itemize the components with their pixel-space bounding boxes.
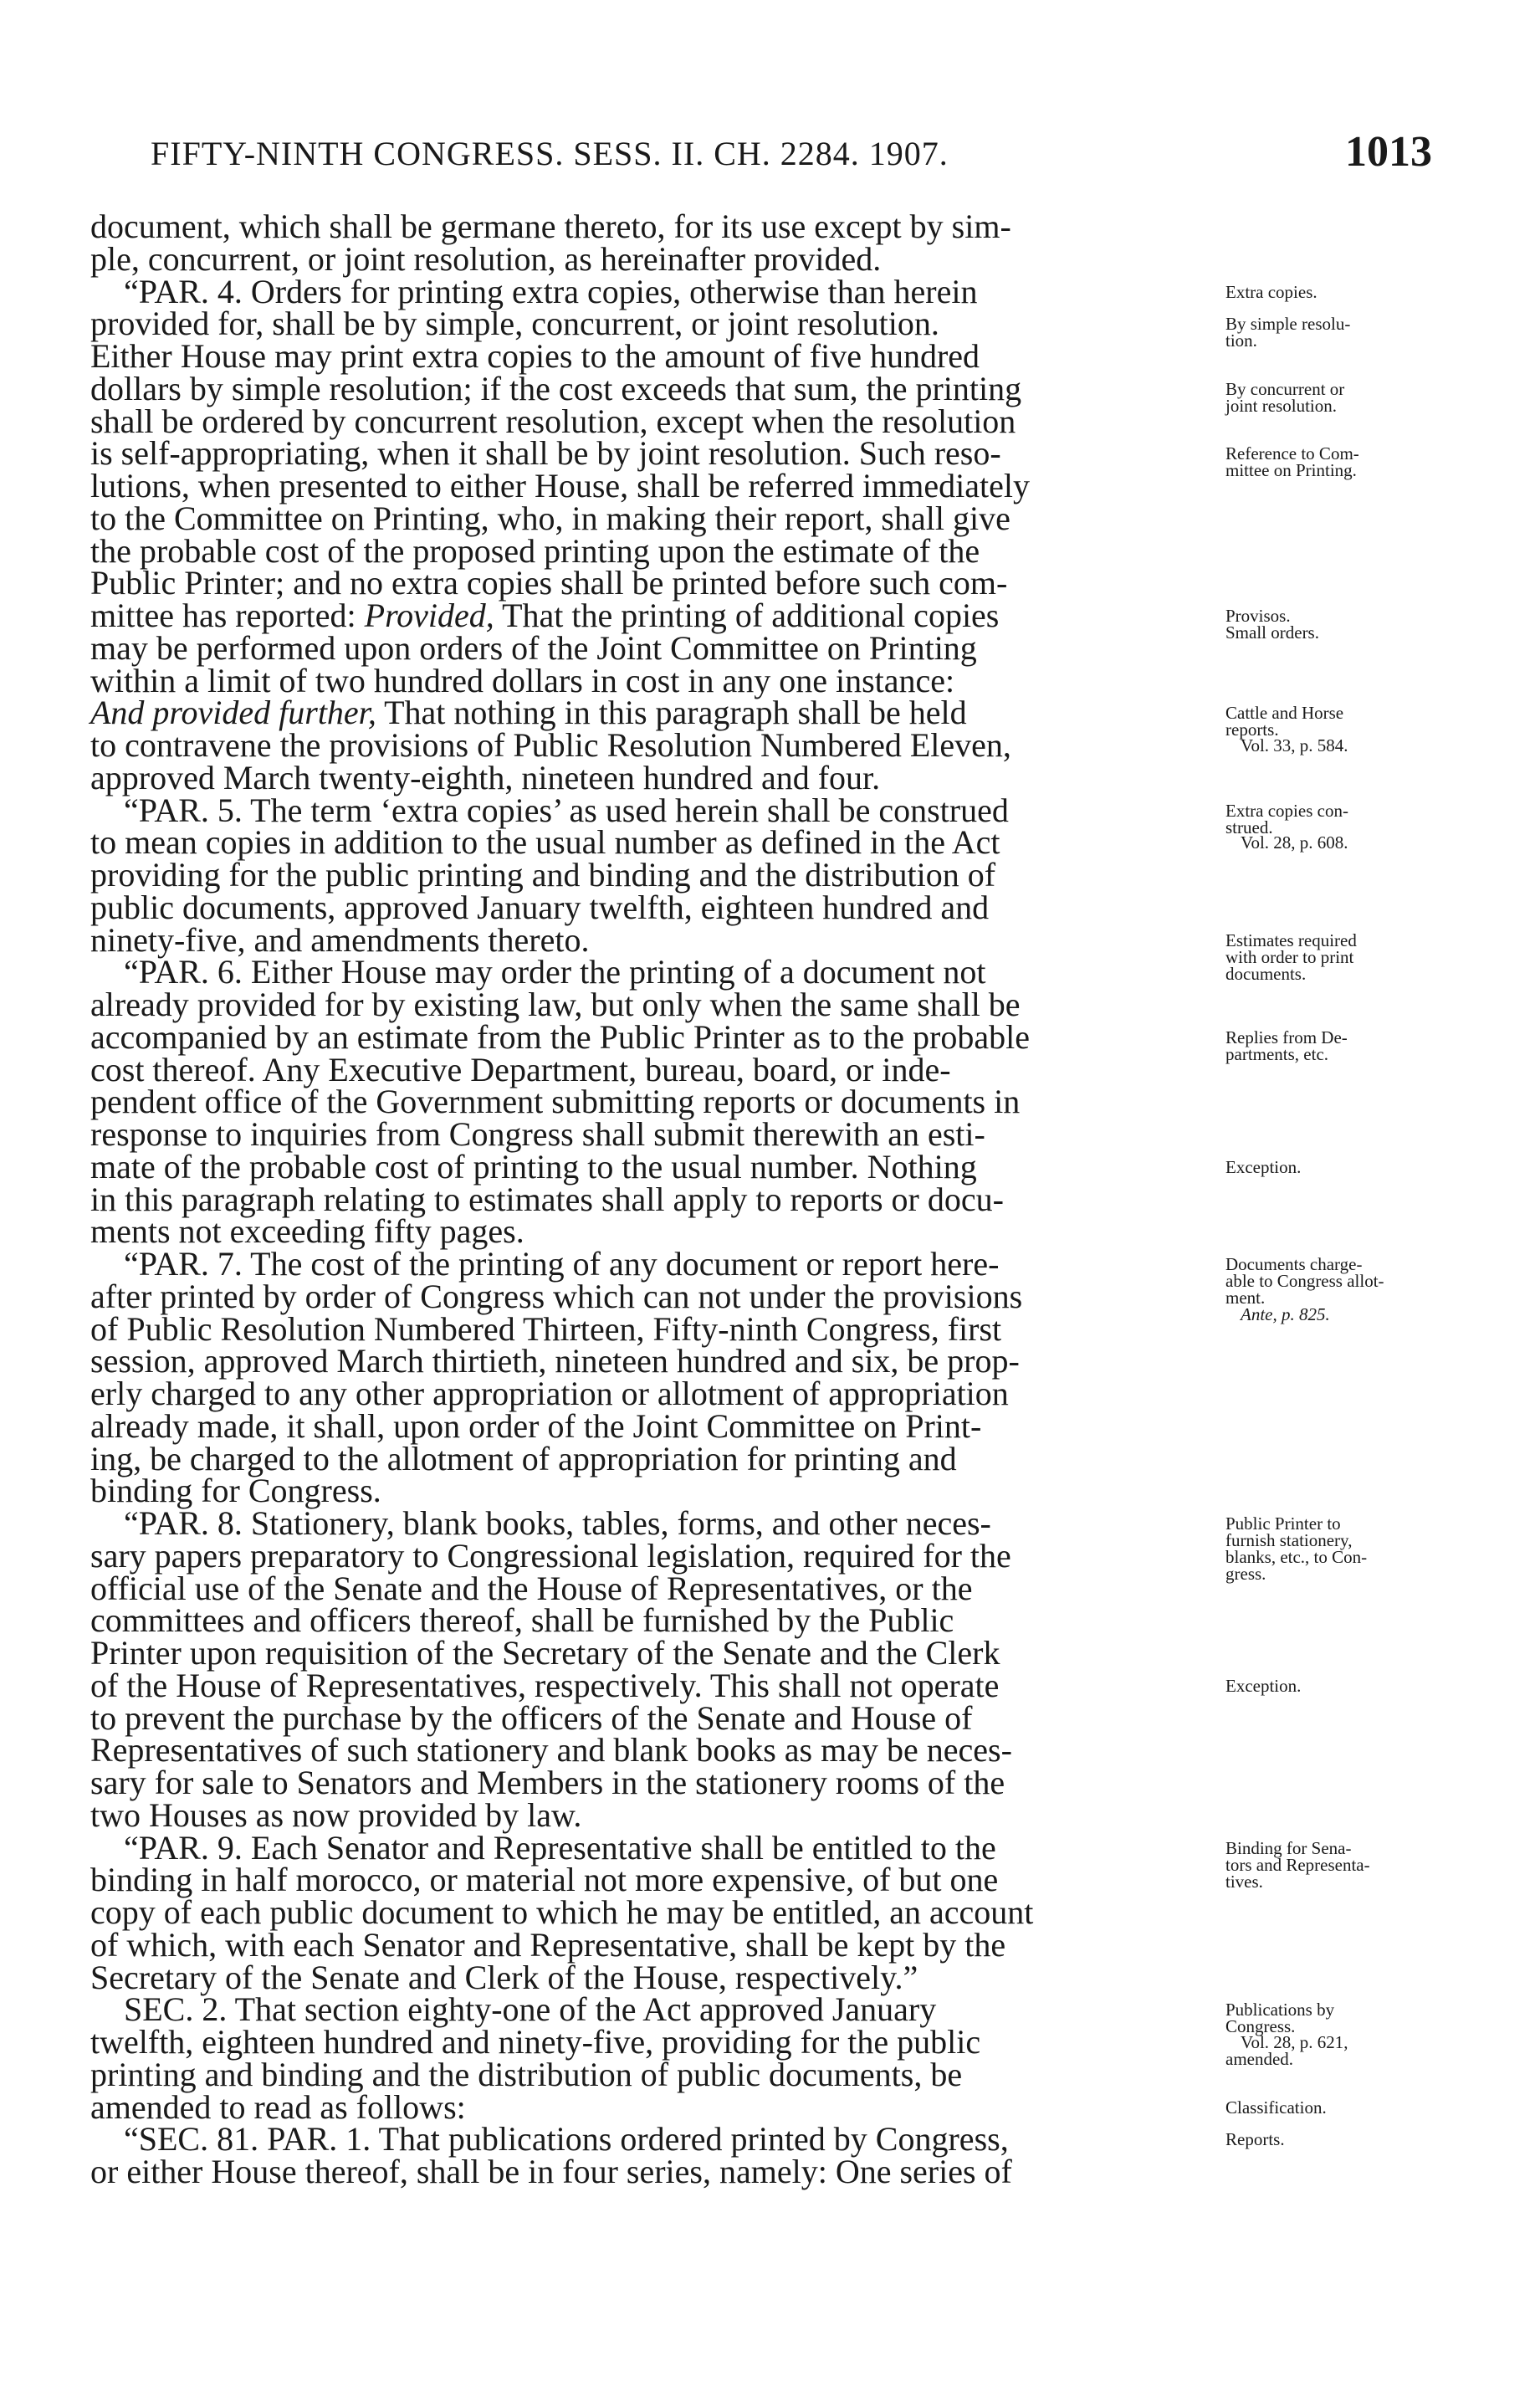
text-line: two Houses as now provided by law. (90, 1795, 582, 1834)
margin-note: Vol. 28, p. 621, (1241, 2032, 1348, 2052)
text-line: to prevent the purchase by the officers of the Senate and House of (90, 1698, 973, 1737)
text-line: lutions, when presented to either House, shall be referred immediately (90, 467, 1030, 504)
margin-note: tion. (1225, 330, 1257, 351)
text-line: copy of each public document to which he may be entitled, an account (90, 1893, 1034, 1931)
margin-note: Extra copies con- (1225, 800, 1348, 821)
margin-note: Vol. 33, p. 584. (1241, 735, 1348, 755)
page-header (0, 128, 1540, 184)
text-line: or either House thereof, shall be in four series, namely: One series of (90, 2153, 1012, 2190)
margin-note: reports. (1225, 720, 1279, 740)
margin-note: documents. (1225, 963, 1307, 984)
margin-note: tives. (1225, 1871, 1263, 1892)
text-line: mate of the probable cost of printing to the usual number. Nothing (90, 1147, 977, 1186)
text-line: official use of the Senate and the House of Representatives, or the (90, 1569, 973, 1607)
text-line: session, approved March thirtieth, nineteen hundred and six, be prop- (90, 1342, 1020, 1380)
text-line: Either House may print extra copies to the amount of five hundred (90, 337, 980, 375)
margin-note: Estimates required (1225, 930, 1357, 950)
text-line: ninety-five, and amendments thereto. (90, 920, 590, 959)
text-line: of which, with each Senator and Representative, shall be kept by the (90, 1925, 1006, 1964)
margin-note: Congress. (1225, 2016, 1296, 2037)
text-line: printing and binding and the distribution of public documents, be (90, 2055, 963, 2093)
text-line: cost thereof. Any Executive Department, bureau, board, or inde- (90, 1050, 951, 1088)
text-line: pendent office of the Government submitting reports or documents in (90, 1083, 1021, 1121)
text-line: binding in half morocco, or material not more expensive, of but one (90, 1861, 999, 1899)
text-line: ple, concurrent, or joint resolution, as hereinafter provided. (90, 239, 882, 278)
margin-note: Provisos. (1225, 606, 1291, 626)
margin-note: mittee on Printing. (1225, 460, 1357, 481)
text-line: public documents, approved January twelfth, eighteen hundred and (90, 888, 990, 926)
body-text (90, 207, 1203, 2190)
text-line: already provided for by existing law, but only when the same shall be (90, 986, 1021, 1023)
text-line: ments not exceeding fifty pages. (90, 1212, 524, 1251)
text-line: of the House of Representatives, respectively. This shall not operate (90, 1666, 1000, 1704)
running-head: FIFTY-NINTH CONGRESS. SESS. II. CH. 2284. 1907. (151, 135, 949, 172)
text-line: sary for sale to Senators and Members in the stationery rooms of the (90, 1764, 1005, 1801)
margin-note: Reports. (1225, 2129, 1285, 2150)
text-line: to the Committee on Printing, who, in making their report, shall give (90, 499, 1010, 537)
margin-note: Classification. (1225, 2097, 1327, 2118)
text-line: Representatives of such stationery and blank books as may be neces- (90, 1731, 1012, 1769)
text-line: ing, be charged to the allotment of appropriation for printing and (90, 1439, 957, 1477)
text-line: mittee has reported: Provided, That the printing of additional copies (90, 597, 1000, 634)
margin-note: ment. (1225, 1288, 1266, 1308)
margin-note: strued. (1225, 817, 1273, 837)
margin-note: By concurrent or (1225, 378, 1345, 399)
text-line: in this paragraph relating to estimates shall apply to reports or docu- (90, 1180, 1004, 1218)
text-line: committees and officers thereof, shall be furnished by the Public (90, 1601, 954, 1640)
margin-note: partments, etc. (1225, 1043, 1329, 1064)
text-line: Printer upon requisition of the Secretary of the Senate and the Clerk (90, 1634, 1000, 1672)
margin-note: Public Printer to (1225, 1513, 1341, 1534)
text-line: “PAR. 4. Orders for printing extra copies, otherwise than herein (124, 272, 978, 310)
text-line: accompanied by an estimate from the Public Printer as to the probable (90, 1017, 1030, 1056)
margin-note: Exception. (1225, 1675, 1302, 1696)
text-line: SEC. 2. That section eighty-one of the Act approved January (124, 1990, 937, 2029)
margin-note: Exception. (1225, 1156, 1302, 1177)
text-line: after printed by order of Congress which can not under the provisions (90, 1277, 1023, 1315)
page-number: 1013 (1345, 128, 1432, 176)
margin-note: Cattle and Horse (1225, 703, 1344, 724)
text-line: response to inquiries from Congress shall submit therewith an esti- (90, 1115, 985, 1153)
margin-note: By simple resolu- (1225, 314, 1351, 335)
text-line: “PAR. 5. The term ‘extra copies’ as used herein shall be construed (124, 791, 1009, 829)
text-line: to mean copies in addition to the usual number as defined in the Act (90, 823, 1000, 862)
text-line: erly charged to any other appropriation or allotment of appropriation (90, 1375, 1009, 1412)
margin-note: Small orders. (1225, 622, 1319, 643)
text-line: And provided further, That nothing in this paragraph shall be held (90, 694, 967, 732)
text-line: approved March twenty-eighth, nineteen hundred and four. (90, 758, 881, 796)
margin-note: Documents charge- (1225, 1254, 1363, 1274)
text-line: already made, it shall, upon order of the Joint Committee on Print- (90, 1406, 982, 1445)
text-line: binding for Congress. (90, 1472, 381, 1510)
text-line: dollars by simple resolution; if the cost exceeds that sum, the printing (90, 369, 1022, 407)
margin-note: Publications by (1225, 2000, 1335, 2020)
text-line: twelfth, eighteen hundred and ninety-five, providing for the public (90, 2023, 981, 2061)
text-line: of Public Resolution Numbered Thirteen, Fifty-ninth Congress, first (90, 1309, 1002, 1348)
text-line: the probable cost of the proposed printing upon the estimate of the (90, 531, 980, 570)
text-line: “SEC. 81. PAR. 1. That publications ordered printed by Congress, (124, 2120, 1009, 2159)
text-line: to contravene the provisions of Public Resolution Numbered Eleven, (90, 726, 1011, 764)
margin-note: Replies from De- (1225, 1027, 1348, 1047)
text-line: amended to read as follows: (90, 2087, 466, 2126)
text-line: providing for the public printing and binding and the distribution of (90, 856, 996, 894)
margin-note: furnish stationery, (1225, 1530, 1353, 1550)
text-line: within a limit of two hundred dollars in cost in any one instance: (90, 661, 955, 699)
text-line: document, which shall be germane thereto, for its use except by sim- (90, 207, 1011, 245)
margin-note: amended. (1225, 2049, 1294, 2069)
margin-note: blanks, etc., to Con- (1225, 1547, 1368, 1567)
text-line: “PAR. 6. Either House may order the printing of a document not (124, 953, 986, 991)
text-line: provided for, shall be by simple, concurrent, or joint resolution. (90, 305, 939, 343)
text-line: is self-appropriating, when it shall be by joint resolution. Such reso- (90, 434, 1001, 473)
margin-note: tors and Representa- (1225, 1854, 1370, 1875)
margin-note: able to Congress allot- (1225, 1271, 1384, 1291)
text-line: “PAR. 9. Each Senator and Representative shall be entitled to the (124, 1828, 996, 1867)
margin-note: Vol. 28, p. 608. (1241, 832, 1348, 853)
margin-note: with order to print (1225, 946, 1354, 967)
margin-note: gress. (1225, 1564, 1266, 1584)
margin-note: Ante, p. 825. (1241, 1304, 1330, 1324)
text-line: “PAR. 7. The cost of the printing of any document or report here- (124, 1245, 1000, 1283)
margin-note: Extra copies. (1225, 281, 1317, 302)
margin-note: Binding for Sena- (1225, 1837, 1352, 1858)
margin-note: joint resolution. (1225, 395, 1337, 416)
text-line: shall be ordered by concurrent resolution, except when the resolution (90, 402, 1016, 440)
margin-note: Reference to Com- (1225, 443, 1359, 464)
text-line: “PAR. 8. Stationery, blank books, tables, forms, and other neces- (124, 1504, 991, 1542)
text-line: Secretary of the Senate and Clerk of the House, respectively.” (90, 1958, 918, 1996)
text-line: sary papers preparatory to Congressional legislation, required for the (90, 1536, 1011, 1575)
text-line: may be performed upon orders of the Joint Committee on Printing (90, 628, 977, 667)
text-line: Public Printer; and no extra copies shall be printed before such com- (90, 564, 1008, 602)
